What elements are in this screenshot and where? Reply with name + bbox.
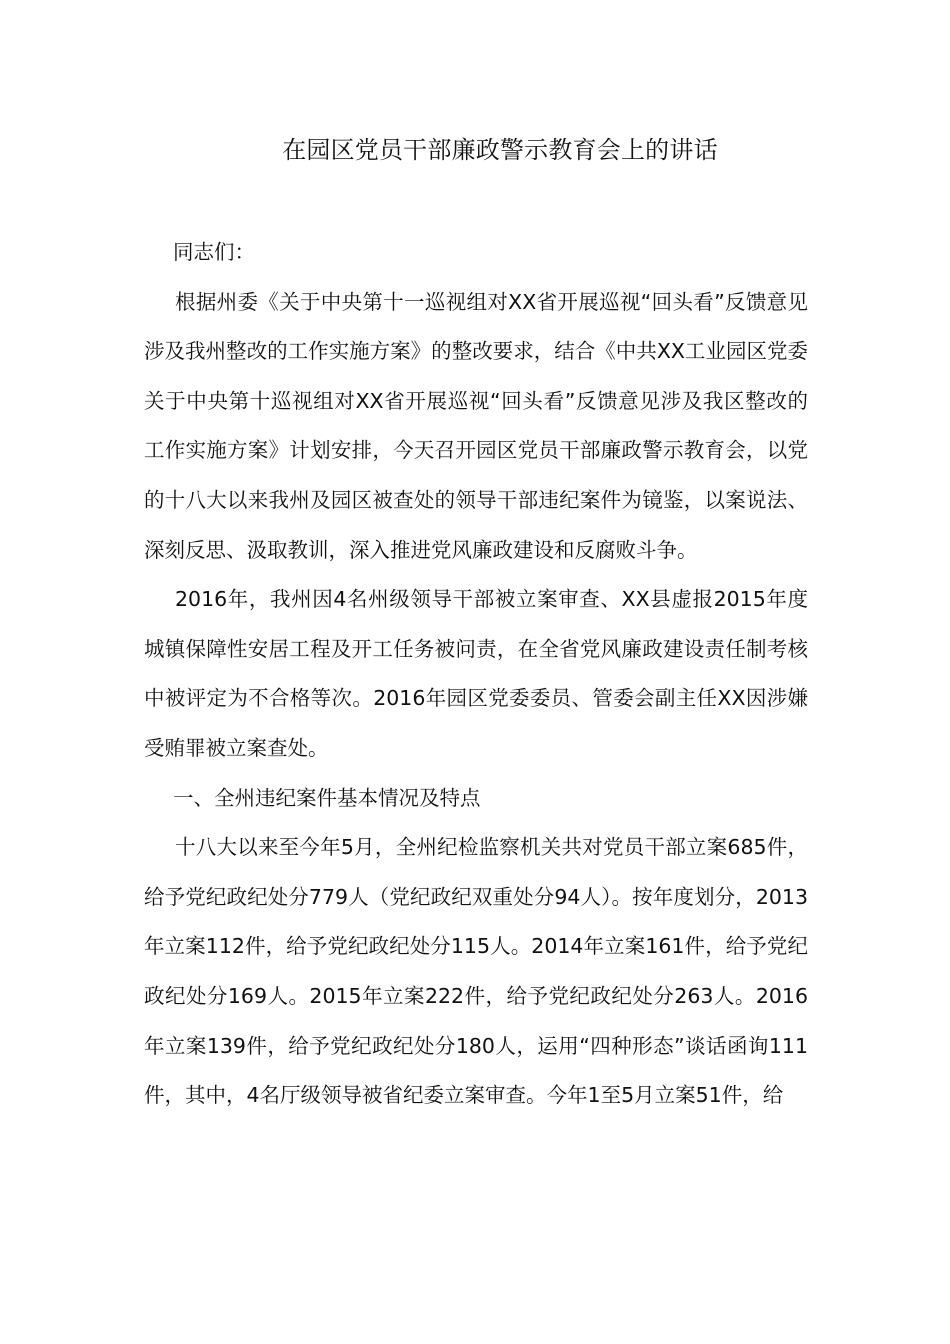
paragraph-intro: 根据州委《关于中央第十一巡视组对XX省开展巡视“回头看”反馈意见涉及我州整改的工作实施方案》的整改要求，结合《中共XX工业园区党委关于中央第十巡视组对XX省开展巡视“回头看”反馈意见涉及我区整改的工作实施方案》计划安排，今天召开园区党员干部廉政警示教育会，以党的十八大以来我州及园区被查处的领导干部违纪案件为镜鉴，以案说法、深刻反思、汲取教训，深入推进党风廉政建设和反腐败斗争。 [144, 289, 808, 562]
greeting: 同志们： [173, 240, 255, 264]
section-heading: 一、全州违纪案件基本情况及特点 [173, 785, 481, 810]
document-body [144, 228, 808, 1121]
document-title: 在园区党员干部廉政警示教育会上的讲话 [282, 136, 718, 164]
paragraph-statistics: 十八大以来至今年5月，全州纪检监察机关共对党员干部立案685件，给予党纪政纪处分779人（党纪政纪双重处分94人）。按年度划分，2013年立案112件，给予党纪政纪处分115人。2014年立案161件，给予党纪政纪处分169人。2015年立案222件，给予党纪政纪处分263人。2016年立案139件，给予党纪政纪处分180人，运用“四种形态”谈话函询111件，其中，4名厅级领导被省纪委立案审查。今年1至5月立案51件，给 [144, 835, 808, 1108]
paragraph-2016: 2016年，我州因4名州级领导干部被立案审查、XX县虚报2015年度城镇保障性安居工程及开工任务被问责，在全省党风廉政建设责任制考核中被评定为不合格等次。2016年园区党委委员、管委会副主任XX因涉嫌受贿罪被立案查处。 [144, 587, 808, 760]
